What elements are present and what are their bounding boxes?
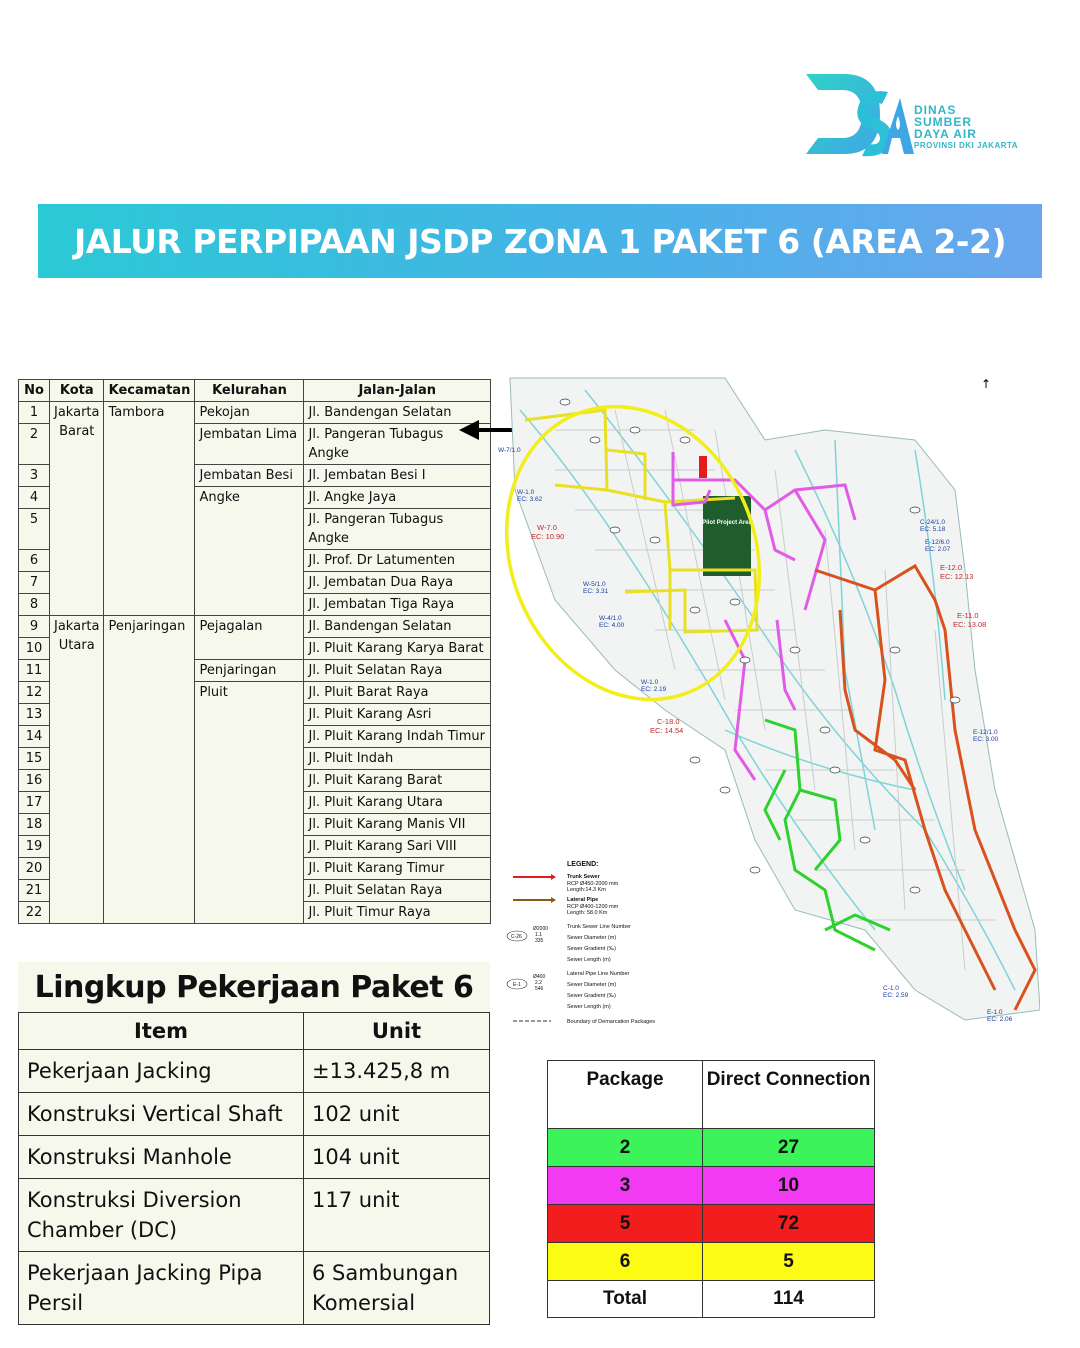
map-label: EC: 3.62 [517, 496, 543, 503]
jalan-cell: Jl. Pluit Karang Barat [304, 770, 491, 792]
map-label: EC: 12.13 [940, 572, 974, 581]
jalan-cell: Jl. Pluit Selatan Raya [304, 660, 491, 682]
kelurahan-cell: Pejagalan [195, 616, 304, 660]
row-no: 5 [19, 509, 50, 550]
package-row [548, 1129, 875, 1167]
map-label: E-1.0 [987, 1009, 1003, 1016]
jalan-cell: Jl. Jembatan Tiga Raya [304, 594, 491, 616]
map-label: C-24/1.0 [920, 519, 945, 526]
map-label: W-1.0 [641, 679, 659, 686]
package-connection: 5 [703, 1243, 875, 1281]
map-label: EC: 14.54 [650, 726, 684, 735]
package-header-row [548, 1061, 875, 1129]
legend-c26-dia: Ø2000 [533, 926, 549, 932]
row-no: 7 [19, 572, 50, 594]
row-no: 22 [19, 902, 50, 924]
scope-table [18, 1012, 490, 1325]
header-kecamatan: Kecamatan [104, 380, 195, 402]
logo-line-2: SUMBER [914, 115, 973, 129]
pilot-label: Pilot Project Area [702, 520, 752, 526]
scope-item: Konstruksi Manhole [19, 1136, 304, 1179]
row-no: 14 [19, 726, 50, 748]
scope-header-unit: Unit [304, 1013, 490, 1050]
scope-title-box [18, 962, 490, 1012]
map-label: W-7.0 [537, 523, 557, 532]
streets-table [18, 379, 491, 924]
legend-sewer-dia-2: Sewer Diameter (m) [567, 982, 617, 988]
jalan-cell: Jl. Pluit Indah [304, 748, 491, 770]
header-kelurahan: Kelurahan [195, 380, 304, 402]
package-total-row [548, 1281, 875, 1318]
legend-c26-grad: 1.1 [535, 932, 542, 938]
row-no: 3 [19, 465, 50, 487]
map-label: C-18.0 [657, 717, 680, 726]
header-kota: Kota [50, 380, 104, 402]
package-header: Package [548, 1061, 703, 1129]
table-row [19, 1050, 490, 1093]
package-number: 6 [548, 1243, 703, 1281]
dsda-logo [800, 68, 1050, 168]
row-no: 6 [19, 550, 50, 572]
row-no: 17 [19, 792, 50, 814]
scope-item: Konstruksi Vertical Shaft [19, 1093, 304, 1136]
scope-title: Lingkup Pekerjaan Paket 6 [34, 969, 474, 1005]
row-no: 11 [19, 660, 50, 682]
legend-e1-len: 546 [535, 986, 544, 992]
row-no: 19 [19, 836, 50, 858]
map-label: EC: 10.90 [531, 532, 565, 541]
legend-lateral-len: Length: 58.0 Km [567, 910, 608, 916]
scope-unit: 104 unit [304, 1136, 490, 1179]
logo-line-4: PROVINSI DKI JAKARTA [914, 141, 1019, 150]
legend-trunk-arrow-icon [551, 874, 556, 880]
row-no: 21 [19, 880, 50, 902]
legend-c26-len: 335 [535, 938, 544, 944]
legend-e1-grad: 2.2 [535, 980, 542, 986]
kelurahan-cell: Penjaringan [195, 660, 304, 682]
legend-sewer-len-2: Sewer Length (m) [567, 1004, 611, 1010]
streets-header-row [19, 380, 491, 402]
legend-lateral-arrow-icon [551, 897, 556, 903]
jalan-cell: Jl. Pluit Karang Karya Barat [304, 638, 491, 660]
package-number: 5 [548, 1205, 703, 1243]
jalan-cell: Jl. Bandengan Selatan [304, 616, 491, 638]
scope-unit: ±13.425,8 m [304, 1050, 490, 1093]
jalan-cell: Jl. Pluit Karang Asri [304, 704, 491, 726]
row-no: 18 [19, 814, 50, 836]
table-row [19, 616, 491, 638]
table-row [19, 1179, 490, 1252]
table-row [19, 1093, 490, 1136]
row-no: 15 [19, 748, 50, 770]
map-label: W-7/1.0 [498, 447, 521, 454]
map-label: E-12/1.0 [973, 729, 998, 736]
table-row [19, 402, 491, 424]
north-arrow-icon: ↑ [981, 377, 992, 391]
map-label: EC: 2.06 [987, 1016, 1013, 1023]
legend-e1: E-1 [513, 982, 521, 988]
legend-boundary: Boundary of Demarcation Packages [567, 1019, 656, 1025]
scope-unit: 102 unit [304, 1093, 490, 1136]
jalan-cell: Jl. Pluit Barat Raya [304, 682, 491, 704]
scope-header-row [19, 1013, 490, 1050]
map-label: EC: 2.19 [641, 686, 667, 693]
kelurahan-cell: Jembatan Besi [195, 465, 304, 487]
legend-e1-dia: Ø400 [533, 974, 546, 980]
scope-unit: 117 unit [304, 1179, 490, 1252]
package-number: 2 [548, 1129, 703, 1167]
scope-item: Pekerjaan Jacking Pipa Persil [19, 1252, 304, 1325]
map-label: W-5/1.0 [583, 581, 606, 588]
title-banner [38, 204, 1042, 278]
map-label: C-1.0 [883, 985, 899, 992]
package-row [548, 1167, 875, 1205]
legend-lateral-line-number: Lateral Pipe Line Number [567, 971, 630, 977]
row-no: 12 [19, 682, 50, 704]
map-label: EC: 13.08 [953, 620, 987, 629]
header-jalan: Jalan-Jalan [304, 380, 491, 402]
map-label: W-4/1.0 [599, 615, 622, 622]
row-no: 1 [19, 402, 50, 424]
kecamatan-cell: Tambora [104, 402, 195, 616]
legend-sewer-grad: Sewer Gradient (‰) [567, 946, 616, 952]
kecamatan-cell: Penjaringan [104, 616, 195, 924]
header-no: No [19, 380, 50, 402]
package-row [548, 1205, 875, 1243]
legend-lateral: Lateral Pipe [567, 897, 599, 903]
jalan-cell: Jl. Pluit Timur Raya [304, 902, 491, 924]
scope-item: Konstruksi Diversion Chamber (DC) [19, 1179, 304, 1252]
kelurahan-cell: Pekojan [195, 402, 304, 424]
legend-trunk-rcp: RCP Ø450-2000 mm [567, 881, 619, 887]
legend-trunk-len: Length:14.3 Km [567, 887, 606, 893]
pipeline-map[interactable] [495, 370, 1040, 1030]
map-label: EC: 4.00 [599, 622, 625, 629]
row-no: 16 [19, 770, 50, 792]
connection-header: Direct Connection [703, 1061, 875, 1129]
jalan-cell: Jl. Pluit Karang Sari VIII [304, 836, 491, 858]
table-row [19, 1136, 490, 1179]
legend-c26: C-26 [511, 934, 522, 940]
table-row [19, 1252, 490, 1325]
jalan-cell: Jl. Jembatan Besi I [304, 465, 491, 487]
jalan-cell: Jl. Jembatan Dua Raya [304, 572, 491, 594]
map-label: W-1.0 [517, 489, 535, 496]
row-no: 9 [19, 616, 50, 638]
map-label: E-12/6.0 [925, 539, 950, 546]
logo-line-1: DINAS [914, 103, 957, 117]
jalan-cell: Jl. Pangeran Tubagus Angke [304, 424, 491, 465]
map-label: EC: 2.07 [925, 546, 951, 553]
kota-cell: Jakarta Barat [50, 402, 104, 616]
package-table [547, 1060, 875, 1318]
legend-title: LEGEND: [567, 861, 599, 868]
row-no: 13 [19, 704, 50, 726]
page-title: JALUR PERPIPAAN JSDP ZONA 1 PAKET 6 (AREA 2-2) [73, 221, 1007, 261]
map-label: EC: 3.31 [583, 588, 609, 595]
map-label: EC: 3.00 [973, 736, 999, 743]
jalan-cell: Jl. Pluit Selatan Raya [304, 880, 491, 902]
map-label: EC: 5.18 [920, 526, 946, 533]
total-label: Total [548, 1281, 703, 1318]
map-label: E-12.0 [940, 563, 963, 572]
package-number: 3 [548, 1167, 703, 1205]
jalan-cell: Jl. Prof. Dr Latumenten [304, 550, 491, 572]
scope-header-item: Item [19, 1013, 304, 1050]
jalan-cell: Jl. Pluit Karang Manis VII [304, 814, 491, 836]
legend-sewer-dia: Sewer Diameter (m) [567, 935, 617, 941]
jalan-cell: Jl. Pangeran Tubagus Angke [304, 509, 491, 550]
legend-sewer-len: Sewer Length (m) [567, 957, 611, 963]
total-value: 114 [703, 1281, 875, 1318]
kelurahan-cell: Jembatan Lima [195, 424, 304, 465]
map-label: EC: 2.59 [883, 992, 909, 999]
package-connection: 10 [703, 1167, 875, 1205]
jalan-cell: Jl. Pluit Karang Utara [304, 792, 491, 814]
row-no: 10 [19, 638, 50, 660]
row-no: 4 [19, 487, 50, 509]
kelurahan-cell: Angke [195, 487, 304, 616]
logo-wordmark [914, 104, 1018, 151]
jalan-cell: Jl. Angke Jaya [304, 487, 491, 509]
dsda-logo-mark [800, 68, 918, 162]
legend-trunk: Trunk Sewer [567, 874, 600, 880]
jalan-cell: Jl. Pluit Karang Timur [304, 858, 491, 880]
legend-lateral-rcp: RCP Ø400-1200 mm [567, 904, 619, 910]
kelurahan-cell: Pluit [195, 682, 304, 924]
package-connection: 27 [703, 1129, 875, 1167]
package-row [548, 1243, 875, 1281]
row-no: 8 [19, 594, 50, 616]
legend-sewer-grad-2: Sewer Gradient (‰) [567, 993, 616, 999]
legend-trunk-line-number: Trunk Sewer Line Number [567, 924, 631, 930]
pilot-project-area [703, 496, 751, 576]
kota-cell: Jakarta Utara [50, 616, 104, 924]
scope-item: Pekerjaan Jacking [19, 1050, 304, 1093]
map-label: E-11.0 [957, 611, 979, 620]
logo-line-3: DAYA AIR [914, 127, 977, 141]
map-legend [507, 861, 655, 1025]
scope-unit: 6 Sambungan Komersial [304, 1252, 490, 1325]
red-marker [699, 456, 707, 478]
package-connection: 72 [703, 1205, 875, 1243]
row-no: 20 [19, 858, 50, 880]
jalan-cell: Jl. Pluit Karang Indah Timur [304, 726, 491, 748]
jalan-cell: Jl. Bandengan Selatan [304, 402, 491, 424]
row-no: 2 [19, 424, 50, 465]
